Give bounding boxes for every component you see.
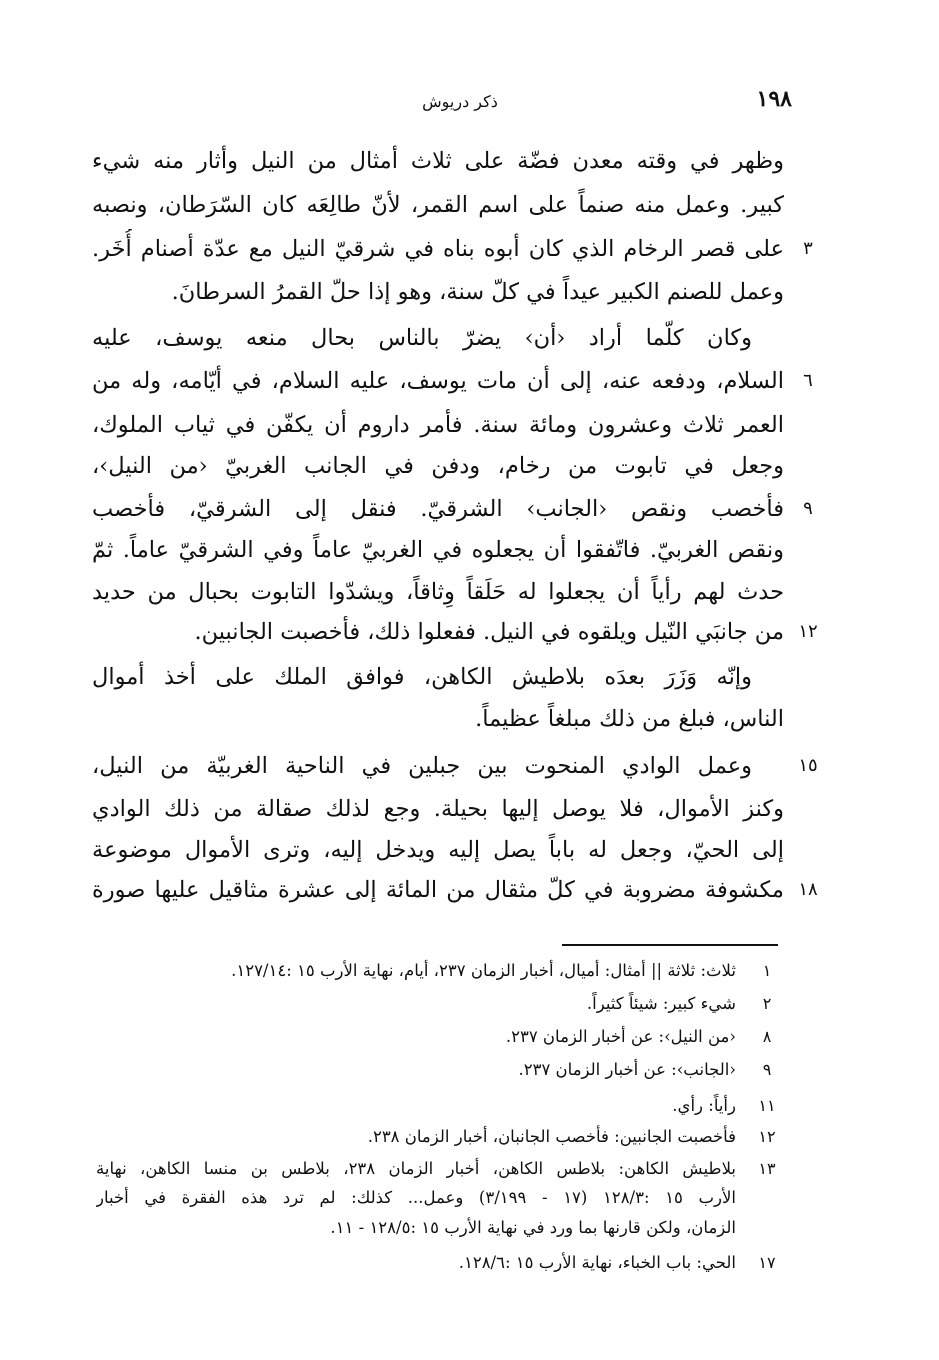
footnote-text: فأخصبت الجانبين: فأخصب الجانبان، أخبار الزمان ٢٣٨. [367,1127,736,1146]
line-number: ٩ [803,498,813,519]
footnote-number: ١١ [758,1096,776,1115]
body-line: إلى الحيّ، وجعل له باباً يصل إليه ويدخل إليه، وترى الأموال موضوعة [92,837,784,863]
line-number [790,272,826,312]
body-line: كبير. وعمل منه صنماً على اسم القمر، لأنّ طالِعَه كان السّرَطان، ونصبه [92,192,784,218]
footnote-separator [562,944,778,946]
line-number [790,185,826,225]
footnote-number: ٨ [762,1027,772,1046]
footnote-text: الأرب ١٥ :١٢٨/٣ (١٧ - ٣/١٩٩) وعمل... كذلك: لم ترد هذه الفقرة في أخبار [96,1188,736,1207]
footnote-number: ١٣ [758,1159,776,1178]
line-number: ١٨ [798,879,818,900]
line-number [790,830,826,870]
body-line: السلام، ودفعه عنه، إلى أن مات يوسف، عليه السلام، في أيّامه، وله من [92,368,784,394]
line-number [790,657,826,697]
body-line: مكشوفة مضروبة في كلّ مثقال من المائة إلى عشرة مثاقيل عليها صورة [92,877,784,903]
line-number [790,141,826,181]
footnote-number: ١٧ [758,1253,776,1272]
body-line: وعمل للصنم الكبير عيداً في كلّ سنة، وهو إذا حلّ القمرُ السرطانَ. [171,279,784,305]
body-line: العمر ثلاث وعشرون ومائة سنة. فأمر داروم أن يكفّن في ثياب الملوك، [92,412,784,438]
footnote-text: الحي: باب الخباء، نهاية الأرب ١٥ :١٢٨/٦. [458,1253,736,1272]
body-line: فأخصب ونقص ‹الجانب› الشرقيّ. فنقل إلى الشرقيّ، فأخصب [92,496,784,522]
running-title: ذكر دريوش [422,92,498,111]
line-number [790,789,826,829]
footnote-number: ٢ [762,994,772,1013]
line-number [790,405,826,445]
footnote-number: ١٢ [758,1127,776,1146]
body-line: الناس، فبلغ من ذلك مبلغاً عظيماً. [475,706,784,732]
line-number [790,530,826,570]
line-number [790,699,826,739]
footnote-text: ‹من النيل›: عن أخبار الزمان ٢٣٧. [505,1027,736,1046]
footnote-number: ٩ [762,1060,772,1079]
body-line: وجعل في تابوت من رخام، ودفن في الجانب الغربيّ ‹من النيل›، [92,453,784,479]
line-number: ٦ [803,370,813,391]
footnote-text: ثلاث: ثلاثة || أمثال: أميال، أخبار الزمان ٢٣٧، أيام، نهاية الأرب ١٥ :١٢٧/١٤. [231,961,736,980]
body-line: وإنّه وَزَرَ بعدَه بلاطيش الكاهن، فوافق الملك على أخذ أموال [92,664,752,690]
line-number: ٣ [803,238,813,259]
footnote-number: ١ [762,961,772,980]
footnote-text: بلاطيش الكاهن: بلاطس الكاهن، أخبار الزمان ٢٣٨، بلاطس بن منسا الكاهن، نهاية [96,1159,736,1178]
body-line: وعمل الوادي المنحوت بين جبلين في الناحية الغربيّة من النيل، [92,753,752,779]
footnote-text: الزمان، ولكن قارنها بما ورد في نهاية الأرب ١٥ :١٢٨/٥ - ١١. [330,1218,736,1237]
body-line: على قصر الرخام الذي كان أبوه بناه في شرقيّ النيل مع عدّة أصنام أُخَر. [92,236,784,262]
footnote-text: شيء كبير: شيئاً كثيراً. [586,994,736,1013]
body-line: حدث لهم رأياً أن يجعلوا له حَلَقاً وِثاقاً، ويشدّوا التابوت بحبال من حديد [92,579,784,605]
line-number [790,446,826,486]
body-line: ونقص الغربيّ. فاتّفقوا أن يجعلوه في الغربيّ عاماً وفي الشرقيّ عاماً. ثمّ [92,537,784,563]
line-number: ١٢ [798,621,818,642]
line-number [790,572,826,612]
footnote-text: ‹الجانب›: عن أخبار الزمان ٢٣٧. [518,1060,736,1079]
line-number: ١٥ [798,755,818,776]
footnote-text: رأياً: رأي. [672,1096,736,1115]
line-number [790,318,826,358]
page-number: ١٩٨ [756,86,792,112]
body-line: وكان كلّما أراد ‹أن› يضرّ بالناس بحال منعه يوسف، عليه [92,325,752,351]
body-line: من جانبَي النّيل ويلقوه في النيل. ففعلوا ذلك، فأخصبت الجانبين. [194,619,784,645]
body-line: وكنز الأموال، فلا يوصل إليها بحيلة. وجع لذلك صقالة من ذلك الوادي [92,796,784,822]
body-line: وظهر في وقته معدن فضّة على ثلاث أمثال من النيل وأثار منه شيء [92,148,784,174]
